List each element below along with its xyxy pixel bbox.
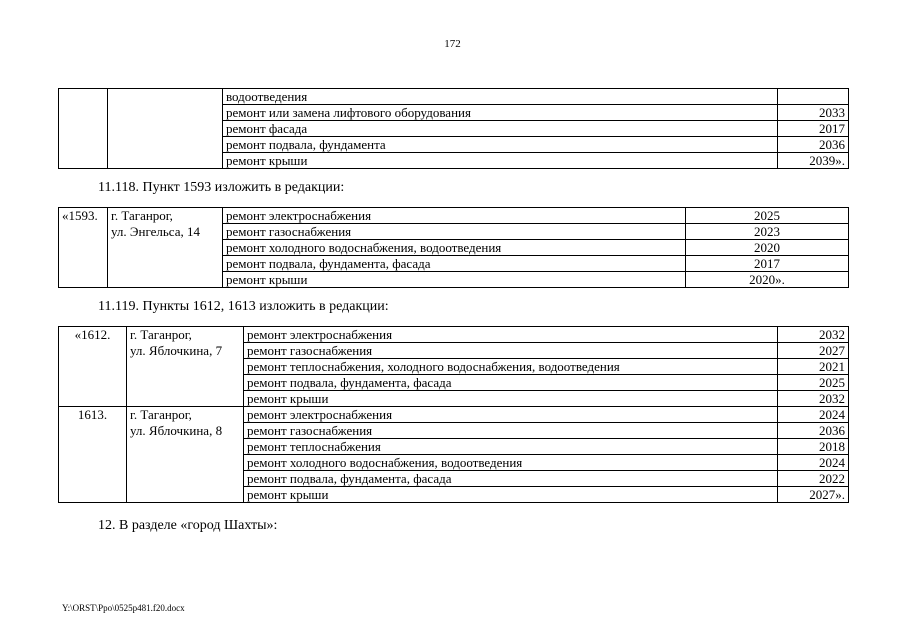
table-row [59,208,849,224]
year-cell: 2036 [778,423,849,439]
year-cell: 2027». [778,487,849,503]
year-cell: 2039». [778,153,849,169]
file-path-footer: Y:\ORST\Ppo\0525p481.f20.docx [62,603,185,613]
work-cell: ремонт крыши [223,153,778,169]
page-number: 172 [444,38,461,50]
address-line-1: г. Таганрог, [127,407,244,423]
year-cell: 2032 [778,327,849,343]
table-row [59,224,849,240]
work-cell: ремонт теплоснабжения, холодного водоснабжения, водоотведения [244,359,778,375]
address-line-2: ул. Энгельса, 14 [108,224,223,288]
number-cell: «1593. [59,208,108,288]
table-row [59,327,849,343]
work-cell: ремонт или замена лифтового оборудования [223,105,778,121]
year-cell: 2025 [778,375,849,391]
table-items-1612-1613 [58,326,849,503]
table-row [59,407,849,423]
year-cell: 2025 [686,208,849,224]
work-cell: ремонт газоснабжения [244,343,778,359]
work-cell: ремонт холодного водоснабжения, водоотведения [244,455,778,471]
work-cell: ремонт электроснабжения [244,327,778,343]
work-cell: ремонт фасада [223,121,778,137]
year-cell: 2033 [778,105,849,121]
year-cell: 2024 [778,455,849,471]
work-cell: ремонт газоснабжения [223,224,686,240]
work-cell: ремонт крыши [244,391,778,407]
work-cell: ремонт подвала, фундамента [223,137,778,153]
table-row [59,89,849,105]
address-line-1: г. Таганрог, [108,208,223,224]
address-line-1: г. Таганрог, [127,327,244,343]
year-cell: 2023 [686,224,849,240]
year-cell: 2022 [778,471,849,487]
paragraph-11-119: 11.119. Пункты 1612, 1613 изложить в редакции: [98,299,389,314]
table-row [59,423,849,439]
year-cell: 2018 [778,439,849,455]
work-cell: ремонт электроснабжения [223,208,686,224]
address-line-2: ул. Яблочкина, 8 [127,423,244,503]
year-cell [778,89,849,105]
number-cell [59,89,108,169]
address-line-2: ул. Яблочкина, 7 [127,343,244,407]
work-cell: ремонт подвала, фундамента, фасада [244,375,778,391]
year-cell: 2020». [686,272,849,288]
work-cell: водоотведения [223,89,778,105]
paragraph-11-118: 11.118. Пункт 1593 изложить в редакции: [98,180,345,195]
year-cell: 2024 [778,407,849,423]
number-cell: «1612. [59,327,127,407]
table-row [59,343,849,359]
work-cell: ремонт холодного водоснабжения, водоотведения [223,240,686,256]
work-cell: ремонт крыши [244,487,778,503]
work-cell: ремонт теплоснабжения [244,439,778,455]
year-cell: 2017 [778,121,849,137]
work-cell: ремонт подвала, фундамента, фасада [223,256,686,272]
table-item-1593 [58,207,849,288]
year-cell: 2036 [778,137,849,153]
work-cell: ремонт газоснабжения [244,423,778,439]
paragraph-12: 12. В разделе «город Шахты»: [98,518,278,533]
year-cell: 2027 [778,343,849,359]
work-cell: ремонт подвала, фундамента, фасада [244,471,778,487]
table-continuation [58,88,849,169]
address-cell [108,89,223,169]
year-cell: 2020 [686,240,849,256]
work-cell: ремонт электроснабжения [244,407,778,423]
year-cell: 2021 [778,359,849,375]
number-cell: 1613. [59,407,127,503]
work-cell: ремонт крыши [223,272,686,288]
year-cell: 2017 [686,256,849,272]
year-cell: 2032 [778,391,849,407]
